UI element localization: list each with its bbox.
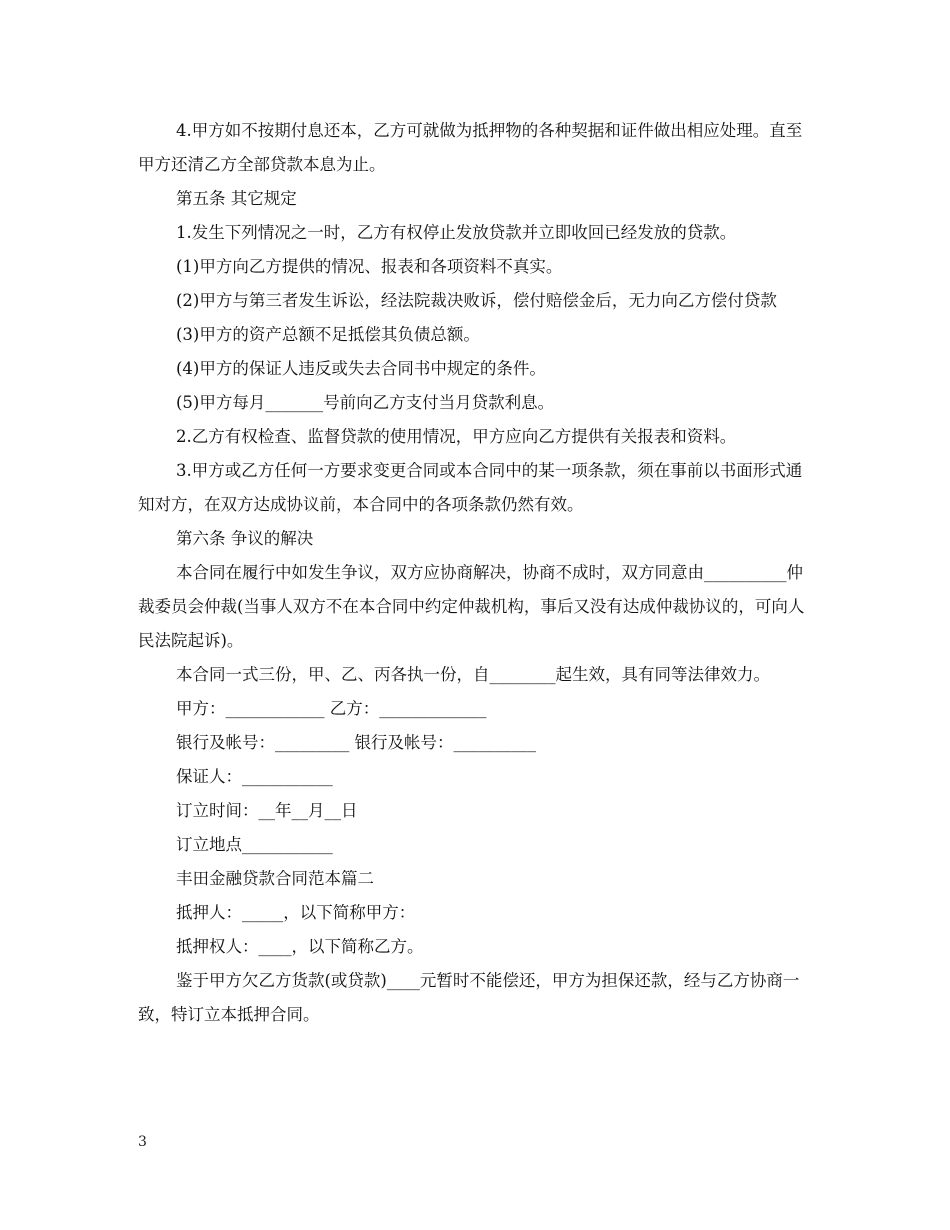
subclause-5-paragraph: (5)甲方每月_______号前向乙方支付当月贷款利息。: [176, 393, 555, 412]
article-5-heading: 第五条 其它规定: [176, 189, 297, 208]
parties-line: 甲方：____________ 乙方：_____________: [176, 699, 487, 718]
section-title-two: 丰田金融贷款合同范本篇二: [176, 869, 374, 888]
mortgagor-line: 抵押人：_____，以下简称甲方：: [176, 903, 416, 922]
subclause-2-paragraph: (2)甲方与第三者发生诉讼，经法院裁决败诉，偿付赔偿金后，无力向乙方偿付贷款: [176, 291, 777, 310]
mortgagee-line: 抵押权人：____，以下简称乙方。: [176, 937, 424, 956]
page-number: 3: [138, 1134, 147, 1150]
clause-4-paragraph: 4.甲方如不按期付息还本，乙方可就做为抵押物的各种契据和证件做出相应处理。直至甲方还清乙方全部贷款本息为止。: [138, 121, 803, 174]
clause-3-paragraph: 3.甲方或乙方任何一方要求变更合同或本合同中的某一项条款，须在事前以书面形式通知对方，在双方达成协议前，本合同中的各项条款仍然有效。: [138, 461, 803, 514]
clause-2-paragraph: 2.乙方有权检查、监督贷款的使用情况，甲方应向乙方提供有关报表和资料。: [176, 427, 737, 446]
copies-paragraph: 本合同一式三份，甲、乙、丙各执一份，自________起生效，具有同等法律效力。: [176, 665, 770, 684]
bank-accounts-line: 银行及帐号：_________ 银行及帐号：__________: [176, 733, 536, 752]
recital-paragraph: 鉴于甲方欠乙方货款(或贷款)____元暂时不能偿还，甲方为担保还款，经与乙方协商一致，特订立本抵押合同。: [138, 971, 800, 1024]
article-6-heading: 第六条 争议的解决: [176, 529, 314, 548]
arbitration-paragraph: 本合同在履行中如发生争议，双方应协商解决，协商不成时，双方同意由__________仲裁委员会仲裁(当事人双方不在本合同中约定仲裁机构，事后又没有达成仲裁协议的，可向人民法院起诉)。: [138, 563, 805, 650]
guarantor-line: 保证人：___________: [176, 767, 333, 786]
document-body: [138, 114, 818, 1032]
clause-1-paragraph: 1.发生下列情况之一时，乙方有权停止发放贷款并立即收回已经发放的贷款。: [176, 223, 737, 242]
subclause-4-paragraph: (4)甲方的保证人违反或失去合同书中规定的条件。: [176, 359, 546, 378]
signing-date-line: 订立时间：__年__月__日: [176, 801, 358, 820]
signing-place-line: 订立地点___________: [176, 835, 333, 854]
subclause-1-paragraph: (1)甲方向乙方提供的情况、报表和各项资料不真实。: [176, 257, 563, 276]
subclause-3-paragraph: (3)甲方的资产总额不足抵偿其负债总额。: [176, 325, 480, 344]
